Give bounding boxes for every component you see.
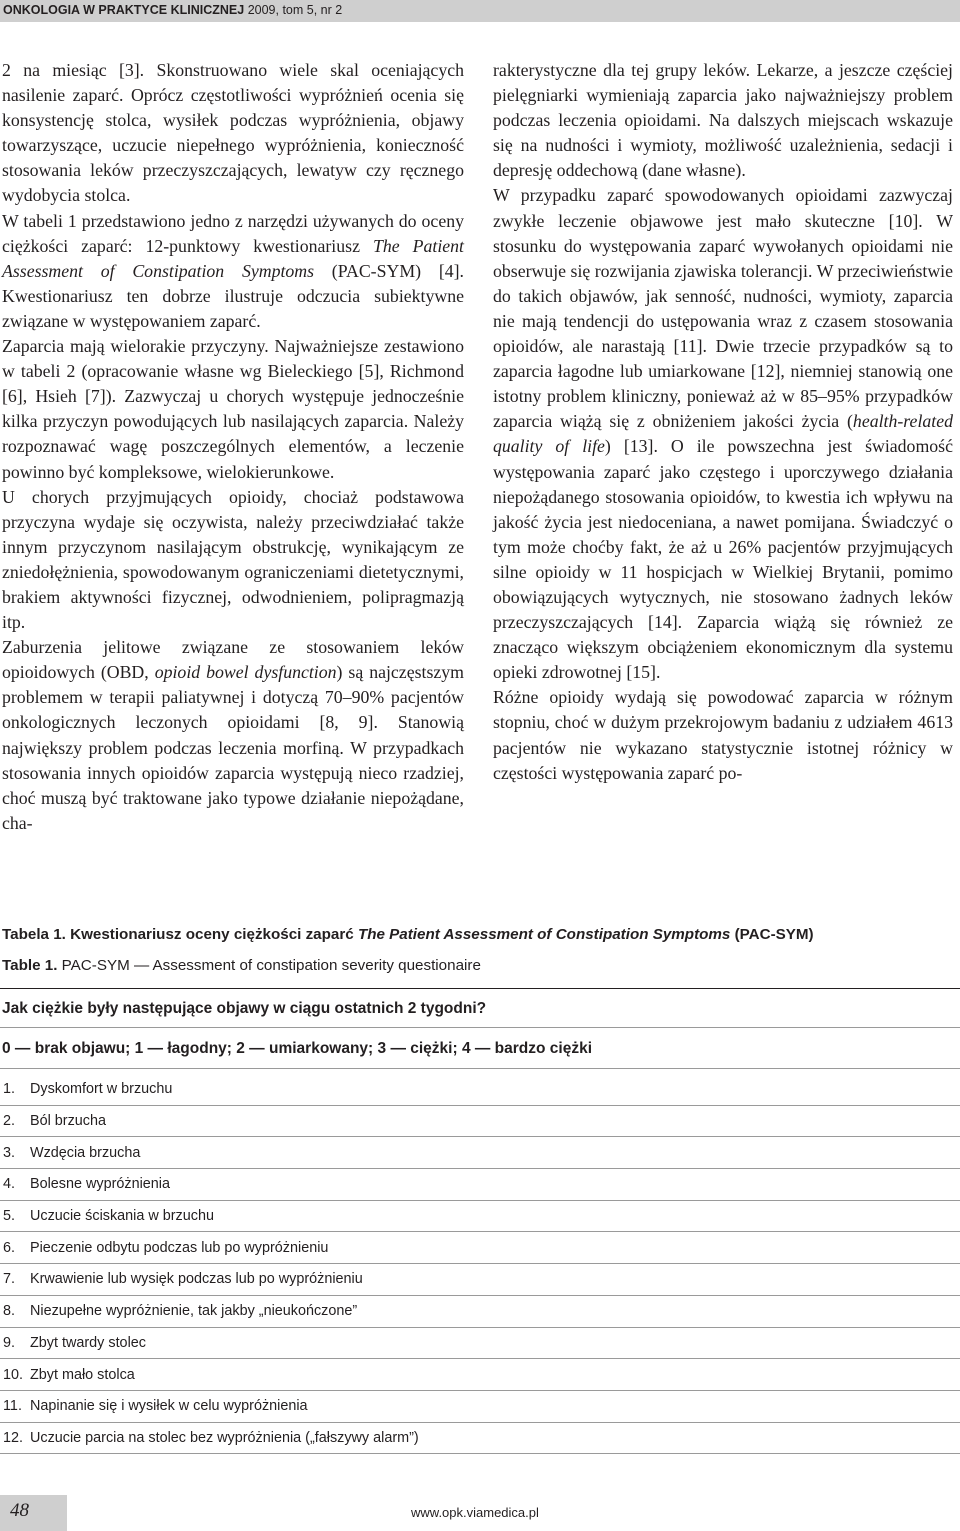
paragraph-left-5-start: Zaburzenia jelitowe związane ze stosowaniem leków opioidowych (OBD, (2, 637, 464, 683)
paragraph-left-5-end: ) są najczęstszym problemem w terapii paliatywnej i dotyczą 70–90% pacjentów onkologicznych leczonych opioidami [8, 9]. Stanowią największy problem podczas leczenia morfiną. W przypadkach stosowania innych opioidów zaparcia występują nieco rzadziej, choć muszą być traktowane jako typowe działanie niepożądane, cha- (2, 662, 464, 833)
pacsym-title-italic: The Patient Assessment of Constipation Symptoms (2, 235, 464, 281)
table-row-text: Uczucie ściskania w brzuchu (30, 1208, 214, 1225)
table-rule-2 (0, 1068, 960, 1069)
table-row-text: Niezupełne wypróżnienie, tak jakby „nieukończone” (30, 1303, 358, 1320)
table-row-number: 11. (3, 1398, 22, 1415)
table-title-en-text: PAC-SYM — Assessment of constipation severity questionaire (57, 957, 481, 974)
right-column (493, 58, 953, 786)
table-row (0, 1296, 960, 1328)
table-row-number: 6. (3, 1239, 16, 1256)
table-row-text: Ból brzucha (30, 1113, 106, 1130)
paragraph-right-3: Różne opioidy wydają się powodować zaparcia w różnym stopniu, choć w dużym przekrojowym badaniu z udziałem 4613 pacjentów nie wykazano statystycznie istotnej różnicy w częstości występowania zaparć po- (493, 687, 953, 783)
table-row (0, 1169, 960, 1201)
paragraph-right-2 (493, 183, 953, 685)
table-title-pl-text: Kwestionariusz oceny ciężkości zaparć (65, 926, 358, 943)
table-row (0, 1264, 960, 1296)
table-row-number: 2. (3, 1113, 16, 1130)
table-row-text: Napinanie się i wysiłek w celu wypróżnienia (30, 1398, 308, 1415)
table-row-text: Zbyt mało stolca (30, 1366, 135, 1383)
table-row-number: 10. (3, 1366, 24, 1383)
table-row (0, 1201, 960, 1233)
obd-italic: opioid bowel dysfunction (154, 662, 337, 683)
table-row (0, 1074, 960, 1106)
table-row-text: Krwawienie lub wysięk podczas lub po wypróżnieniu (30, 1271, 363, 1288)
paragraph-left-2 (2, 209, 464, 334)
table-row (0, 1359, 960, 1391)
table-row (0, 1391, 960, 1423)
table-question: Jak ciężkie były następujące objawy w ciągu ostatnich 2 tygodni? (2, 1000, 487, 1017)
table-title-en (2, 957, 481, 974)
table-row-text: Wzdęcia brzucha (30, 1144, 141, 1161)
paragraph-left-3: Zaparcia mają wielorakie przyczyny. Najważniejsze zestawiono w tabeli 2 (opracowanie własne wg Bieleckiego [5], Richmond [6], Hsieh [7]). Zazwyczaj u chorych występuje jednocześnie kilka przyczyn powodujących lub nasilających zaparcia. Należy rozpoznawać wagę poszczególnych elementów, a leczenie powinno być kompleksowe, wielokierunkowe. (2, 336, 464, 482)
table-top-rule (0, 988, 960, 989)
table-items (0, 1074, 960, 1454)
paragraph-right-2-end: ) [13]. O ile powszechna jest świadomość występowania zaparć jako częstego i uporczywego działania niepożądanego stosowania opioidów, to kwestia ich wpływu na jakość życia jest niedoceniana, a nawet pomijana. Świadczyć o tym może choćby fakt, że aż u 26% pacjentów przyjmujących silne opioidy w 11 hospicjach w Wielkiej Brytanii, pomimo obowiązujących wytycznych, nie stosowano żadnych leków przeczyszczających [14]. Zaparcia wiążą się również ze znacząco większym obciążeniem ekonomicznym dla systemu opieki zdrowotnej [15]. (493, 436, 953, 683)
page-number: 48 (10, 1500, 29, 1521)
paragraph-left-2-start: W tabeli 1 przedstawiono jedno z narzędzi używanych do oceny ciężkości zaparć: 12-punktowy kwestionariusz (2, 210, 464, 256)
table-row-text: Bolesne wypróżnienia (30, 1176, 170, 1193)
table-rule-1 (0, 1027, 960, 1028)
table-title-pl-suffix: (PAC-SYM) (730, 926, 814, 943)
table-row-number: 4. (3, 1176, 16, 1193)
table-label-en: Table 1. (2, 957, 58, 974)
table-row (0, 1137, 960, 1169)
table-row (0, 1423, 960, 1455)
paragraph-right-2-start: W przypadku zaparć spowodowanych opioidami zazwyczaj zwykłe leczenie objawowe jest mało skuteczne [10]. W stosunku do występowania zaparć wywołanych opioidami nie obserwuje się rozwijania zjawiska tolerancji. W przeciwieństwie do takich objawów, jak senność, nudności, wymioty, zaparcia nie mają tendencji do ustępowania wraz z czasem stosowania opioidów, ale narastają [11]. Dwie trzecie przypadków są to zaparcia łagodne lub umiarkowane [12], niemniej stanowią one istotny problem kliniczny, ponieważ aż w 85–95% przypadków zaparcia wiążą się z obniżeniem jakości życia ( (493, 185, 954, 432)
paragraph-left-2-end: (PAC-SYM) [4]. Kwestionariusz ten dobrze ilustruje odczucia subiektywne związane w występowaniem zaparć. (2, 260, 464, 331)
table-row-text: Dyskomfort w brzuchu (30, 1081, 173, 1098)
footer-url: www.opk.viamedica.pl (411, 1505, 539, 1520)
table-label-pl: Tabela 1. (2, 926, 66, 943)
table-scale: 0 — brak objawu; 1 — łagodny; 2 — umiarkowany; 3 — ciężki; 4 — bardzo ciężki (2, 1040, 593, 1057)
table-row-number: 1. (3, 1081, 16, 1098)
table-row-number: 7. (3, 1271, 16, 1288)
table-row (0, 1232, 960, 1264)
left-column (2, 58, 464, 836)
table-row-text: Zbyt twardy stolec (30, 1334, 146, 1351)
table-title-pl-italic: The Patient Assessment of Constipation Symptoms (357, 926, 731, 943)
journal-issue: 2009, tom 5, nr 2 (244, 3, 343, 17)
table-row-number: 8. (3, 1303, 16, 1320)
table-row (0, 1328, 960, 1360)
running-header (3, 3, 342, 17)
paragraph-left-5 (2, 635, 464, 836)
paragraph-right-1: rakterystyczne dla tej grupy leków. Lekarze, a jeszcze częściej pielęgniarki wymieniają zaparcia jako najważniejszy problem podczas leczenia opioidami. Na dalszych miejscach wskazuje się na nudności i wymioty, możliwość uzależnienia, sedacji i depresję oddechową (dane własne). (493, 60, 953, 181)
table-row-number: 3. (3, 1144, 16, 1161)
paragraph-left-4: U chorych przyjmujących opioidy, chociaż podstawowa przyczyna wydaje się oczywista, należy przeciwdziałać także innym przyczynom nasilającym obstrukcję, wynikającym ze zniedołężnienia, spowodowanym ograniczeniami dietetycznymi, brakiem aktywności fizycznej, odwodnieniem, polipragmazją itp. (2, 486, 464, 633)
paragraph-left-1: 2 na miesiąc [3]. Skonstruowano wiele skal oceniających nasilenie zaparć. Oprócz częstotliwości wypróżnień ocenia się konsystencję stolca, wysiłek podczas wypróżnienia, objawy towarzyszące, uczucie niepełnego wypróżnienia, konieczność stosowania leków przeczyszczających, lewatyw czy ręcznego wydobycia stolca. (2, 60, 464, 206)
table-row-text: Pieczenie odbytu podczas lub po wypróżnieniu (30, 1239, 329, 1256)
table-row-number: 12. (3, 1429, 24, 1446)
table-row-text: Uczucie parcia na stolec bez wypróżnienia („fałszywy alarm”) (30, 1429, 419, 1446)
journal-name: ONKOLOGIA W PRAKTYCE KLINICZNEJ (3, 3, 245, 17)
table-row-number: 5. (3, 1208, 16, 1225)
hrqol-italic: health-related quality of life (493, 411, 953, 457)
table-row (0, 1106, 960, 1138)
table-title-pl (2, 926, 814, 943)
table-row-number: 9. (3, 1334, 16, 1351)
